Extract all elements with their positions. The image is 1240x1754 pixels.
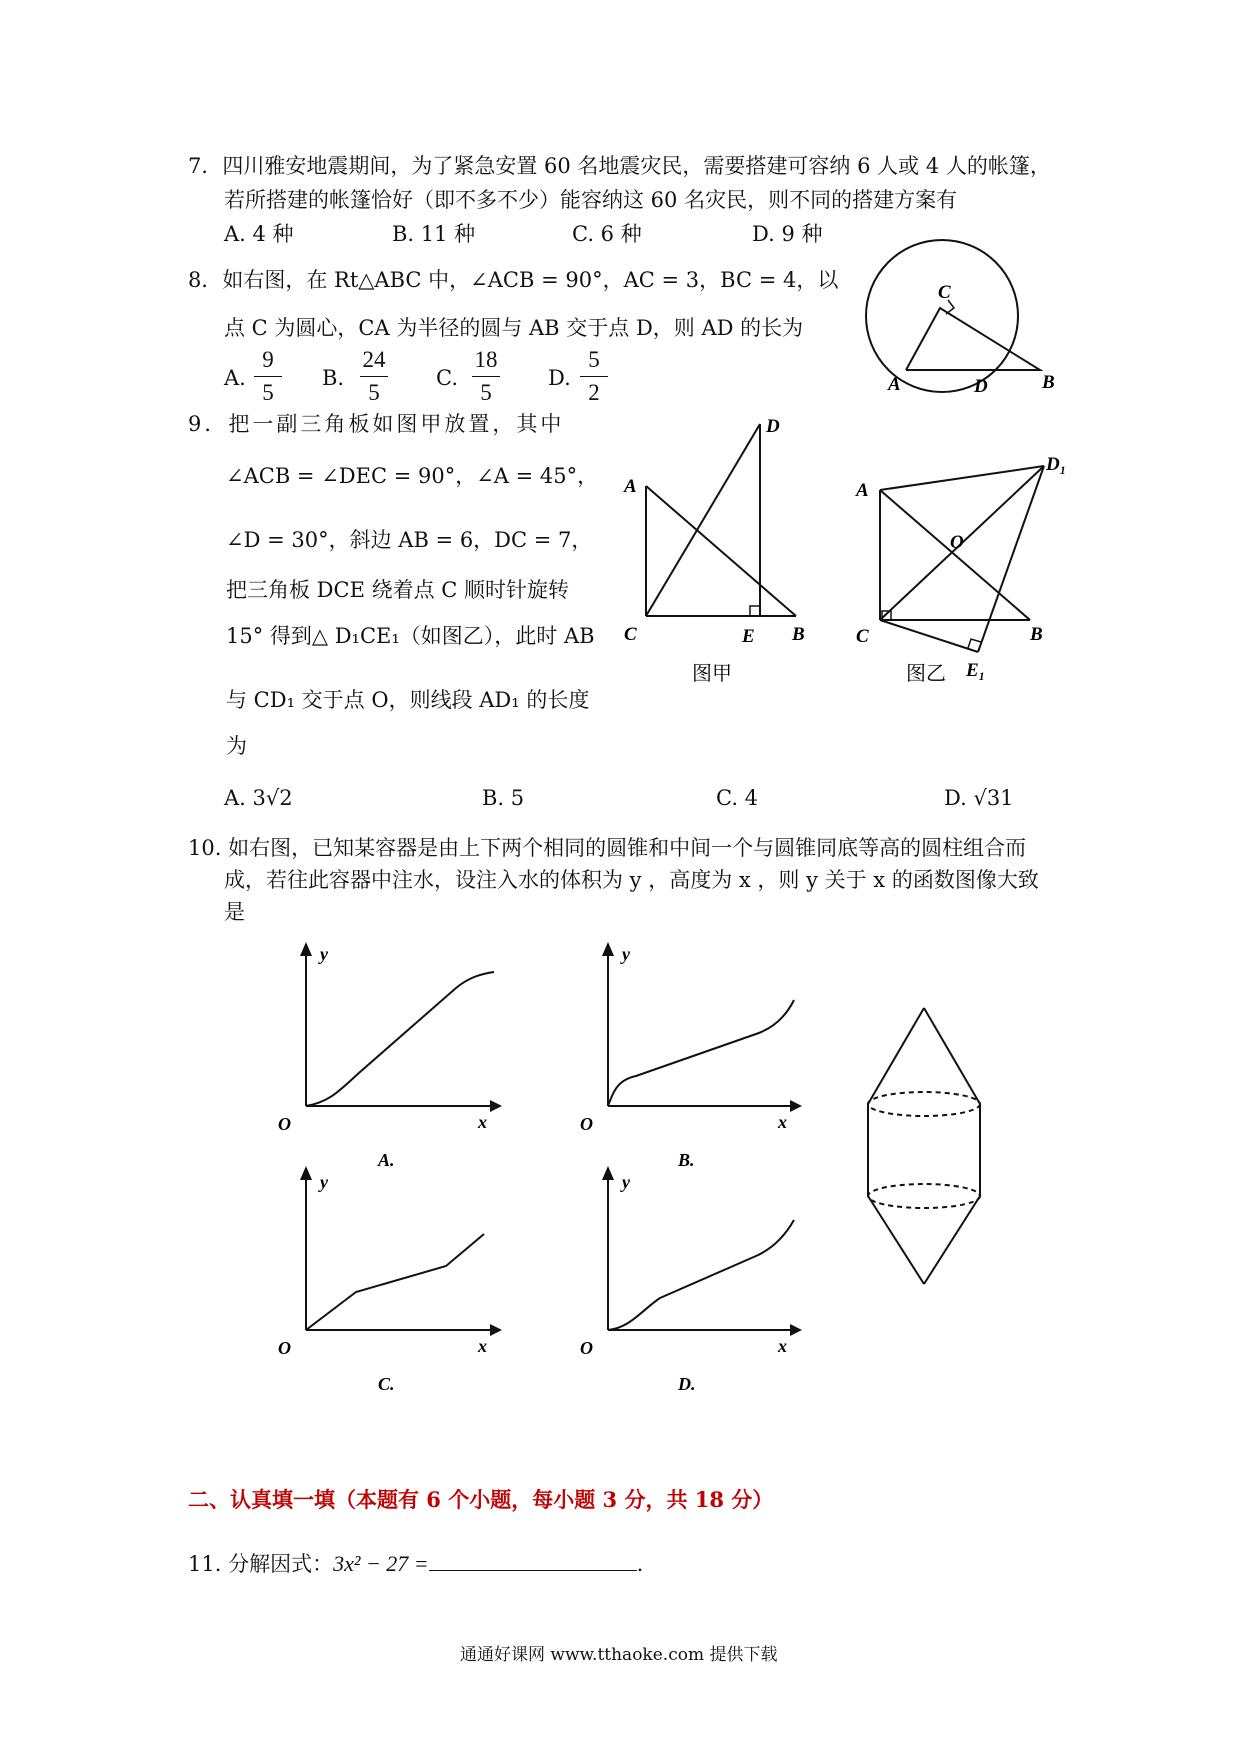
q7-option-b: B. 11 种	[392, 222, 476, 246]
q9-fig2-label-d1: D₁	[1046, 454, 1067, 475]
q10-line3: 是	[224, 900, 245, 924]
q9-fig1-label-b: B	[792, 624, 805, 645]
q9-figure-yi	[840, 440, 1080, 700]
q9-fig1-caption: 图甲	[692, 663, 732, 685]
q7-option-d: D. 9 种	[752, 222, 823, 246]
q8-option-b-letter: B.	[322, 366, 345, 390]
q9-fig1-label-e: E	[742, 626, 755, 647]
q8-label-c: C	[938, 282, 951, 303]
q9-fig2-label-c: C	[856, 626, 869, 647]
q9-line4: 把三角板 DCE 绕着点 C 顺时针旋转	[226, 578, 570, 602]
q8-option-c-numerator: 18	[474, 347, 498, 372]
q7-option-a: A. 4 种	[224, 222, 294, 246]
q8-label-a: A	[888, 374, 901, 395]
q11-end: .	[636, 1552, 644, 1576]
q10-graph-a-origin: O	[278, 1114, 291, 1134]
q10-graph-a-xlabel: x	[478, 1112, 487, 1132]
q8-option-c-letter: C.	[436, 366, 458, 390]
q8-option-d-denominator: 2	[588, 380, 600, 405]
q10-graph-a	[260, 940, 510, 1180]
q7-option-c: C. 6 种	[572, 222, 642, 246]
q11-expression: 3x² − 27 =	[333, 1551, 429, 1576]
q10-graph-b-xlabel: x	[778, 1112, 787, 1132]
q10-graph-a-ylabel: y	[320, 944, 328, 964]
q8-option-b-fraction	[354, 346, 394, 407]
q9-fig2-label-a: A	[856, 480, 869, 501]
q10-graph-b-ylabel: y	[622, 944, 630, 964]
q9-line6: 与 CD₁ 交于点 O，则线段 AD₁ 的长度	[226, 688, 590, 712]
q9-line1: 9．把一副三角板如图甲放置，其中	[188, 412, 565, 436]
q8-option-b-denominator: 5	[368, 380, 380, 405]
q9-line5: 15° 得到△ D₁CE₁（如图乙），此时 AB	[226, 624, 595, 648]
q8-option-a-denominator: 5	[262, 380, 274, 405]
q10-graph-c-caption: C.	[378, 1374, 395, 1394]
q7-line1: 7．四川雅安地震期间，为了紧急安置 60 名地震灾民，需要搭建可容纳 6 人或 4 人的帐篷，	[188, 154, 1051, 178]
q8-label-d: D	[974, 376, 988, 397]
q9-fig2-label-o: O	[950, 532, 964, 553]
q10-graph-c-origin: O	[278, 1338, 291, 1358]
q10-graph-d-caption: D.	[678, 1374, 696, 1394]
q9-fig2-label-b: B	[1030, 624, 1043, 645]
q9-fig1-label-a: A	[624, 476, 637, 497]
q8-option-b-numerator: 24	[362, 347, 386, 372]
q9-line7: 为	[226, 734, 247, 758]
q8-option-a-letter: A.	[224, 366, 246, 390]
q8-option-c-denominator: 5	[480, 380, 492, 405]
q10-graph-c-ylabel: y	[320, 1172, 328, 1192]
q10-graph-c	[260, 1164, 510, 1404]
section-2-heading: 二、认真填一填（本题有 6 个小题，每小题 3 分，共 18 分）	[188, 1487, 774, 1512]
q10-graph-c-xlabel: x	[478, 1336, 487, 1356]
q9-option-d: D. √31	[944, 786, 1014, 810]
q8-option-d-fraction	[574, 346, 614, 407]
q9-option-b: B. 5	[482, 786, 525, 810]
q11-answer-blank[interactable]	[429, 1548, 637, 1571]
q9-fig2-label-e1: E₁	[966, 660, 986, 681]
q8-line1: 8．如右图，在 Rt△ABC 中，∠ACB = 90°，AC = 3，BC = 4，以	[188, 268, 839, 292]
q9-option-a: A. 3√2	[224, 786, 293, 810]
q9-line2: ∠ACB = ∠DEC = 90°，∠A = 45°，	[226, 464, 599, 488]
q9-fig2-caption: 图乙	[906, 663, 946, 685]
q9-fig1-label-d: D	[766, 416, 780, 437]
q10-graph-d-origin: O	[580, 1338, 593, 1358]
q8-line2: 点 C 为圆心，CA 为半径的圆与 AB 交于点 D，则 AD 的长为	[224, 316, 804, 340]
q10-line1: 10. 如右图，已知某容器是由上下两个相同的圆锥和中间一个与圆锥同底等高的圆柱组合而	[188, 836, 1027, 860]
q8-option-d-numerator: 5	[588, 347, 600, 372]
q8-option-c-fraction	[466, 346, 506, 407]
q10-graph-b	[560, 940, 810, 1180]
page-footer: 通通好课网 www.tthaoke.com 提供下载	[460, 1645, 778, 1665]
q9-option-c: C. 4	[716, 786, 759, 810]
q8-option-a-numerator: 9	[262, 347, 274, 372]
q8-label-b: B	[1042, 372, 1055, 393]
q8-option-a-fraction	[248, 346, 288, 407]
q10-graph-d-xlabel: x	[778, 1336, 787, 1356]
q11-prefix: 11. 分解因式：	[188, 1552, 334, 1576]
q7-line2: 若所搭建的帐篷恰好（即不多不少）能容纳这 60 名灾民，则不同的搭建方案有	[224, 188, 958, 212]
q10-line2: 成，若往此容器中注水，设注入水的体积为 y ，高度为 x ，则 y 关于 x 的函数图像大致	[224, 868, 1039, 892]
q8-circle-figure	[850, 228, 1080, 408]
q10-graph-d-ylabel: y	[622, 1172, 630, 1192]
q10-graph-a-caption: A.	[378, 1150, 395, 1170]
q9-fig1-label-c: C	[624, 624, 637, 645]
q10-graph-b-origin: O	[580, 1114, 593, 1134]
q10-graph-b-caption: B.	[678, 1150, 695, 1170]
q11-line	[188, 1548, 643, 1578]
q9-line3: ∠D = 30°，斜边 AB = 6，DC = 7，	[226, 528, 593, 552]
q10-container-figure	[856, 1000, 996, 1300]
q9-figure-jia	[610, 410, 830, 690]
q8-option-d-letter: D.	[548, 366, 571, 390]
q10-graph-d	[560, 1164, 810, 1404]
